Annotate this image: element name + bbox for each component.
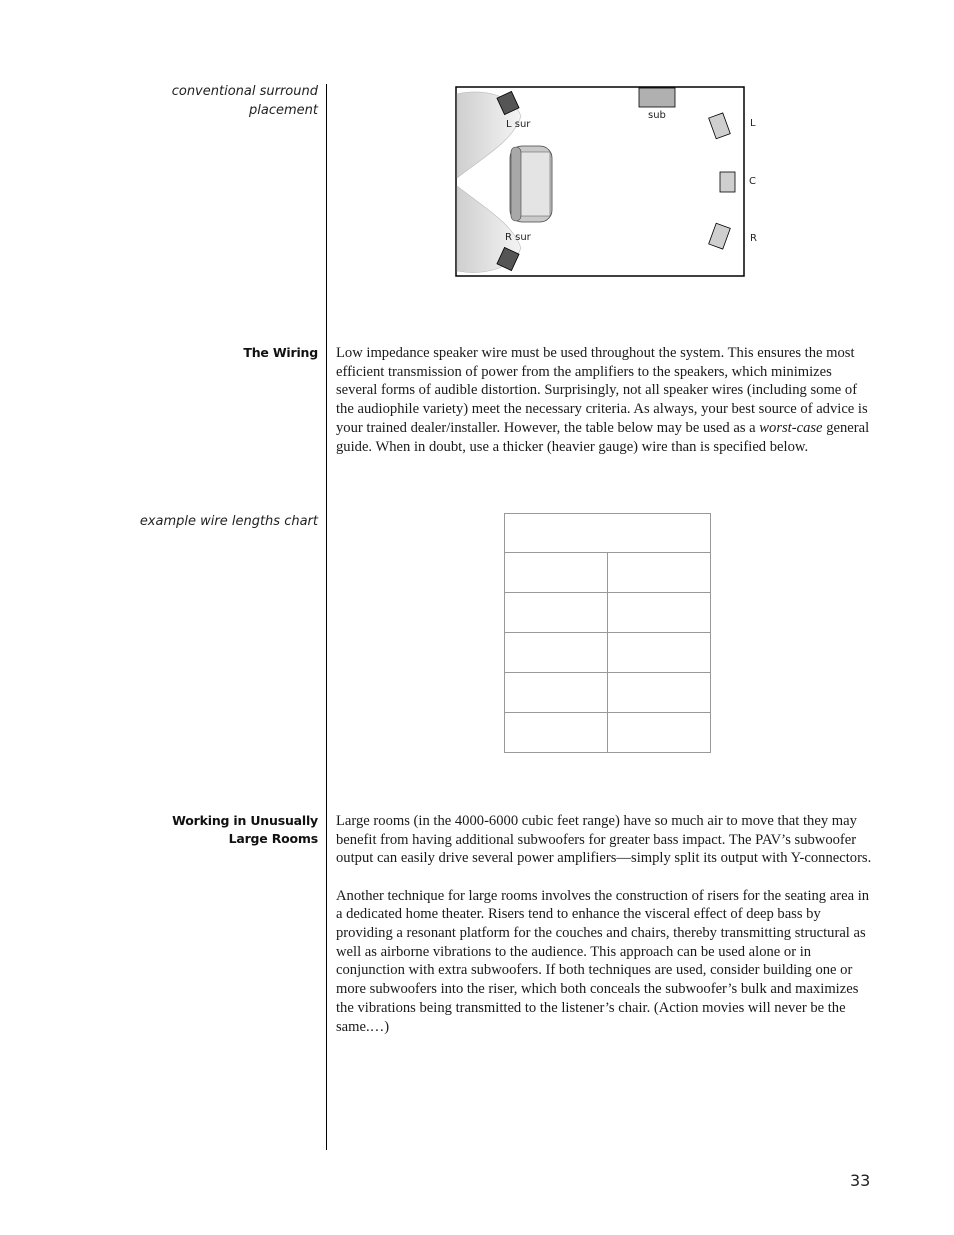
l-label: L — [750, 118, 756, 129]
couch-back — [511, 147, 521, 221]
large-rooms-paragraph-1: Large rooms (in the 4000-6000 cubic feet range) have so much air to move that they may benefit from having additional subwoofers for greater bass impact. The PAV’s subwoofer output can easily drive several power amplifiers—simply split its output with Y-connectors. — [336, 813, 872, 867]
wiring-section — [336, 344, 872, 456]
table-cell — [608, 633, 711, 673]
table-cell — [505, 633, 608, 673]
table-cell — [505, 593, 608, 633]
large-rooms-section — [336, 812, 872, 1036]
room-drawing — [455, 86, 745, 277]
large-rooms-paragraph-2: Another technique for large rooms involves the construction of risers for the seating area in a dedicated home theater. Risers tend to enhance the visceral effect of deep bass by providing a resonant platform for the couches and chairs, thereby transmitting structural as well as airborne vibrations to the audience. This approach can be used alone or in conjunction with extra subwoofers. If both techniques are used, consider building one or more subwoofers into the riser, which both conceals the subwoofer’s bulk and maximizes the vibrations being transmitted to the listener’s chair. (Action movies will never be the same.…) — [336, 887, 870, 1035]
wiring-emphasis: worst-case — [759, 419, 823, 436]
table-cell — [608, 673, 711, 713]
wire-lengths-table — [504, 513, 711, 753]
table-row — [505, 553, 711, 593]
table-row — [505, 633, 711, 673]
table-row — [505, 713, 711, 753]
c-label: C — [749, 176, 756, 187]
table-cell — [608, 553, 711, 593]
large-rooms-heading: Working in Unusually Large Rooms — [172, 813, 318, 846]
wiring-heading: The Wiring — [243, 345, 318, 360]
table-cell — [608, 713, 711, 753]
wiring-paragraph — [336, 344, 872, 456]
table-cell — [505, 713, 608, 753]
table-header-cell — [505, 514, 711, 553]
table-cell — [505, 673, 608, 713]
r-label: R — [750, 233, 757, 244]
sub-label: sub — [648, 110, 666, 121]
wiring-text-after: general guide. When in doubt, use a thicker (heavier gauge) wire than is specified below. — [336, 419, 870, 455]
table-header-row — [505, 514, 711, 553]
wiring-text-before: Low impedance speaker wire must be used throughout the system. This ensures the most efficient transmission of power from the amplifiers to the speakers, which minimizes several forms of audible distortion. Surprisingly, not all speaker wires (including some of the audiophile variety) meet the necessary criteria. As always, your best source of advice is your trained dealer/installer. However, the table below may be used as a — [336, 345, 868, 436]
l-sur-label: L sur — [506, 119, 531, 130]
surround-placement-diagram — [455, 86, 757, 277]
r-sur-label: R sur — [505, 232, 531, 243]
table-cell — [505, 553, 608, 593]
center-speaker — [720, 172, 735, 192]
page-number: 33 — [850, 1171, 871, 1190]
couch-seat — [518, 152, 550, 216]
column-divider — [326, 84, 327, 1150]
chart-caption: example wire lengths chart — [139, 514, 318, 529]
table-row — [505, 593, 711, 633]
subwoofer — [639, 88, 675, 107]
table-row — [505, 673, 711, 713]
table-cell — [608, 593, 711, 633]
diagram-caption: conventional surround placement — [171, 84, 318, 118]
